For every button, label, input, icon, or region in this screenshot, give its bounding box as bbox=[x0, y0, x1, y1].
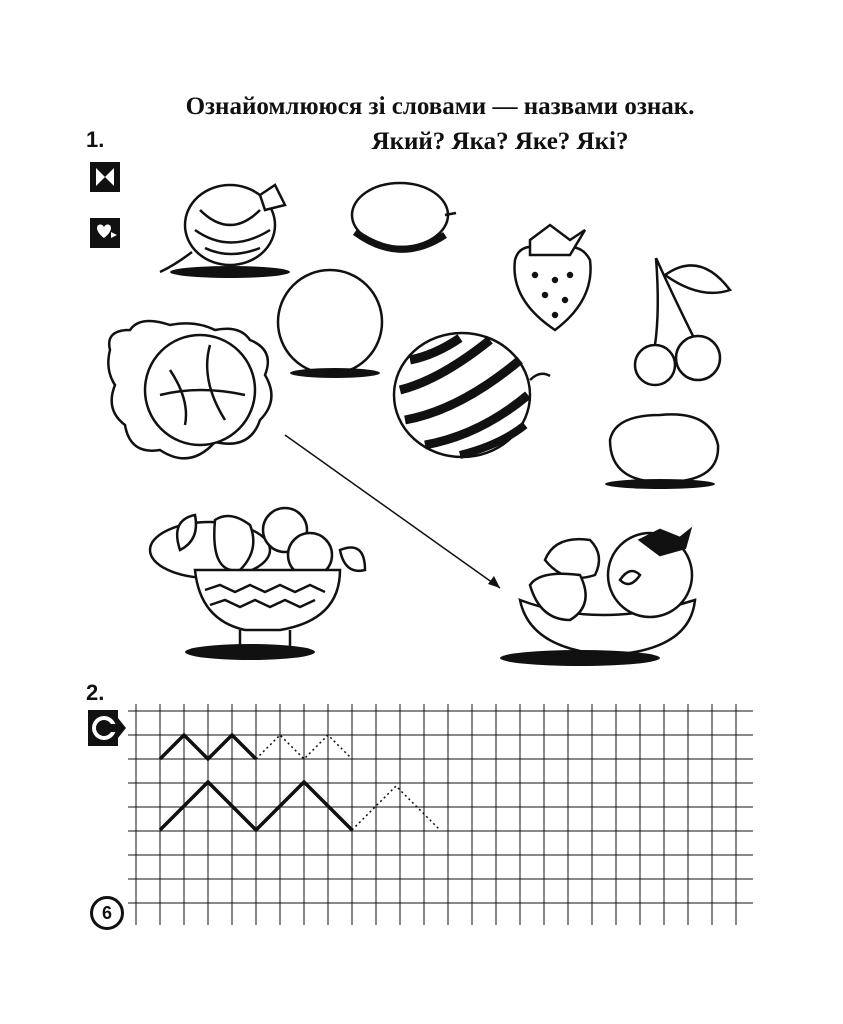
watermelon-picture bbox=[394, 333, 550, 457]
exercise-1-number: 1. bbox=[86, 127, 105, 152]
vegetable-bowl-picture bbox=[500, 530, 695, 666]
strawberry-picture bbox=[515, 225, 591, 330]
potato-picture bbox=[605, 414, 718, 489]
page-title: Ознайомлююся зі словами — назвами ознак. bbox=[185, 93, 695, 120]
cherries-picture bbox=[635, 258, 730, 385]
lemon-picture bbox=[352, 183, 456, 249]
pattern-2-dotted bbox=[352, 786, 440, 830]
fruit-bowl-picture bbox=[150, 508, 365, 660]
page-subtitle-questions: Який? Яка? Яке? Які? bbox=[371, 128, 629, 155]
exercise-2-number: 2. bbox=[86, 680, 105, 705]
orange-picture bbox=[278, 270, 382, 378]
exercise-1-pictures bbox=[100, 180, 760, 680]
handwriting-grid bbox=[128, 700, 758, 930]
beet-picture bbox=[160, 185, 290, 278]
page-number: 6 bbox=[90, 896, 124, 930]
c-arrow-icon bbox=[88, 710, 126, 746]
cabbage-picture bbox=[108, 321, 271, 458]
